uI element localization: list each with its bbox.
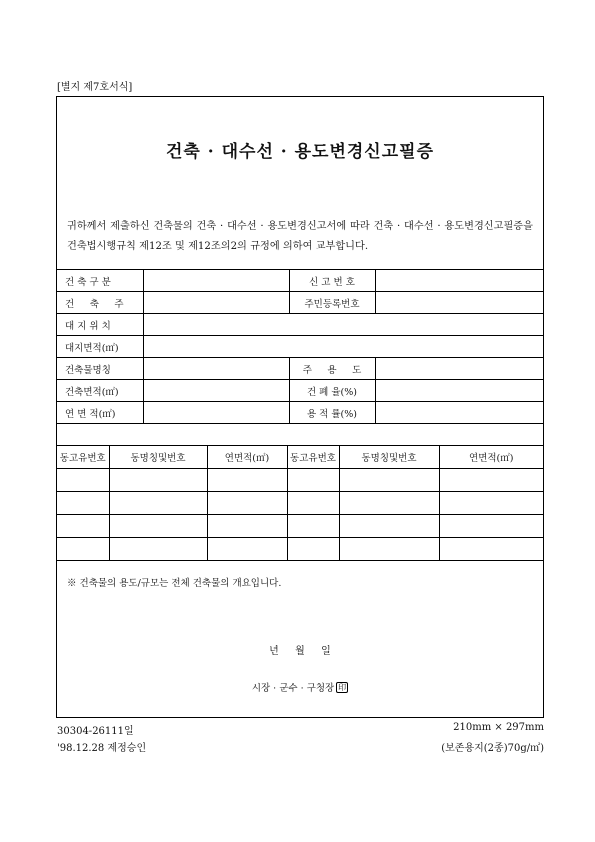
footnote: ※ 건축물의 용도/규모는 전체 건축물의 개요입니다. — [67, 578, 282, 589]
table-header-row — [57, 446, 543, 469]
building-area-value — [143, 380, 289, 402]
table-row — [57, 515, 543, 538]
table-row — [57, 358, 543, 380]
site-location-value — [143, 314, 543, 336]
column-header: 동명칭및번호 — [339, 446, 439, 469]
build-type-label: 건 축 구 분 — [57, 270, 143, 292]
table-row — [57, 270, 543, 292]
building-unit-table — [57, 445, 543, 561]
table-row — [57, 538, 543, 561]
builder-label: 건 축 주 — [57, 292, 143, 314]
site-area-value — [143, 336, 543, 358]
form-code: 30304-26111일 — [57, 726, 134, 737]
table-row — [57, 314, 543, 336]
floor-area-label: 연 면 적(㎡) — [57, 402, 143, 424]
table-row — [57, 469, 543, 492]
certificate-frame — [56, 96, 544, 718]
issue-date-line: 년 월 일 — [269, 646, 331, 657]
signer-line — [57, 680, 543, 694]
seal-mark: 印 — [338, 683, 347, 692]
builder-value — [143, 292, 289, 314]
table-row — [57, 402, 543, 424]
document-title: 건축 · 대수선 · 용도변경신고필증 — [166, 142, 434, 162]
approval-date: '98.12.28 제정승인 — [57, 743, 147, 754]
column-header: 연면적(㎡) — [207, 446, 287, 469]
coverage-ratio-label: 건 폐 율(%) — [289, 380, 375, 402]
table-row — [57, 492, 543, 515]
info-table — [57, 269, 543, 424]
paper-size: 210mm × 297mm — [453, 722, 544, 733]
building-name-value — [143, 358, 289, 380]
resident-no-value — [375, 292, 543, 314]
main-use-value — [375, 358, 543, 380]
floor-area-ratio-label: 용 적 률(%) — [289, 402, 375, 424]
building-name-label: 건축물명칭 — [57, 358, 143, 380]
site-area-label: 대지면적(㎡) — [57, 336, 143, 358]
column-header: 동고유번호 — [57, 446, 109, 469]
signer-title: 시장 · 군수 · 구청장 — [251, 683, 335, 694]
paper-spec: (보존용지(2종)70g/㎡) — [441, 743, 544, 754]
report-no-label: 신 고 번 호 — [289, 270, 375, 292]
table-row — [57, 336, 543, 358]
table-row — [57, 292, 543, 314]
build-type-value — [143, 270, 289, 292]
coverage-ratio-value — [375, 380, 543, 402]
site-location-label: 대 지 위 치 — [57, 314, 143, 336]
floor-area-value — [143, 402, 289, 424]
intro-paragraph: 귀하께서 제출하신 건축물의 건축 · 대수선 · 용도변경신고서에 따라 건축 · 대수선 · 용도변경신고필증을 건축법시행규칙 제12조 및 제12조의2의 규정에 의하여 교부합니다. — [67, 221, 533, 252]
report-no-value — [375, 270, 543, 292]
building-area-label: 건축면적(㎡) — [57, 380, 143, 402]
main-use-label: 주 용 도 — [289, 358, 375, 380]
column-header: 동명칭및번호 — [109, 446, 207, 469]
resident-no-label: 주민등록번호 — [289, 292, 375, 314]
table-row — [57, 380, 543, 402]
floor-area-ratio-value — [375, 402, 543, 424]
form-number-label: [별지 제7호서식] — [57, 82, 133, 93]
column-header: 동고유번호 — [287, 446, 339, 469]
column-header: 연면적(㎡) — [439, 446, 543, 469]
